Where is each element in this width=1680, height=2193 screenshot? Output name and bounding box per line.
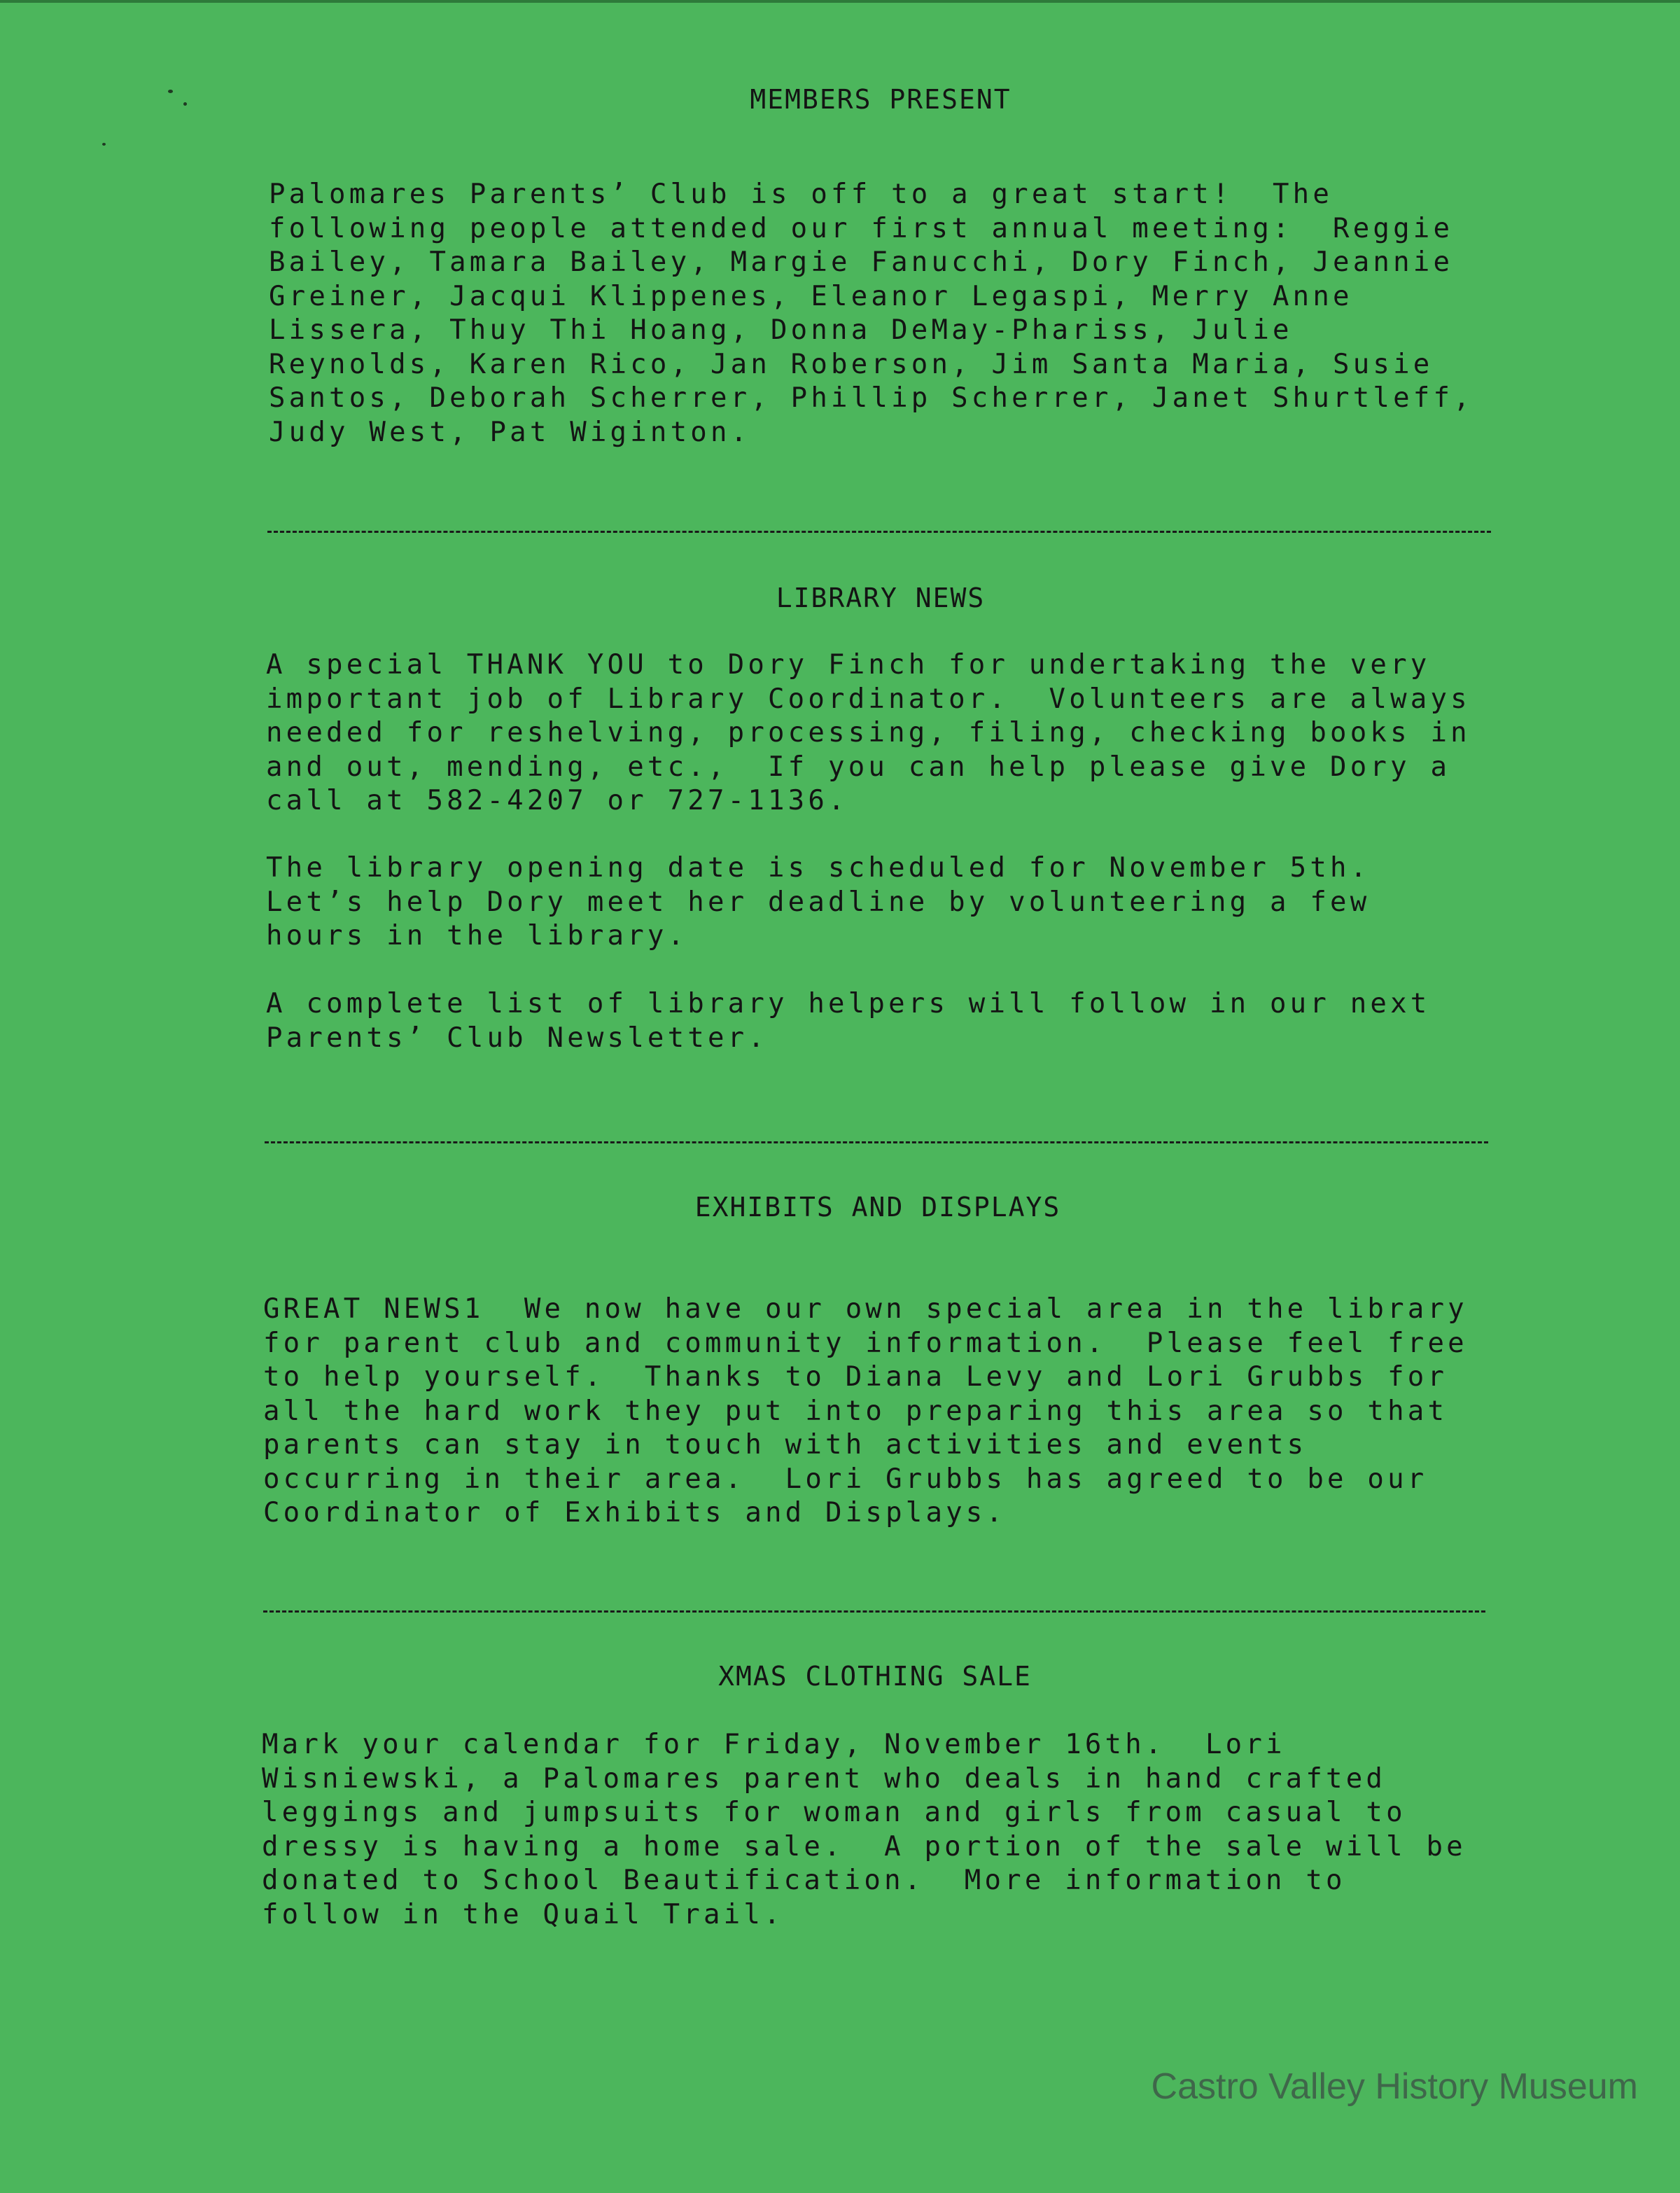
scan-speck — [102, 143, 106, 146]
library-paragraph-1: A special THANK YOU to Dory Finch for undertaking the very important job of Library Coordinator. Volunteers are always needed for reshelving, processing, filing, checking books in and out, mending, etc., If you can help please give Dory a call at 582-4207 or 727-1136. — [266, 649, 1471, 816]
section-divider — [267, 531, 1491, 533]
page-top-edge — [0, 0, 1680, 3]
xmas-paragraph: Mark your calendar for Friday, November 16th. Lori Wisniewski, a Palomares parent who deals in hand crafted leggings and jumpsuits for woman and girls from casual to dressy is having a home sale. A portion of the sale will be donated to School Beautification. More information to follow in the Quail Trail. — [262, 1729, 1466, 1930]
section-divider — [263, 1610, 1485, 1613]
museum-watermark: Castro Valley History Museum — [1151, 2066, 1638, 2107]
section-heading-members-present: MEMBERS PRESENT — [750, 84, 1011, 115]
section-divider — [265, 1141, 1488, 1143]
library-paragraph-2: The library opening date is scheduled for November 5th. Let’s help Dory meet her deadline by volunteering a few hours in the library. — [266, 852, 1371, 952]
members-paragraph: Palomares Parents’ Club is off to a great start! The following people attended our first annual meeting: Reggie Bailey, Tamara Bailey, Margie Fanucchi, Dory Finch, Jeannie Greiner, Jacqui Klippenes, Eleanor Legaspi, Merry Anne Lissera, Thuy Thi Hoang, Donna DeMay-Phariss, Julie Reynolds, Karen Rico, Jan Roberson, Jim Santa Maria, Susie Santos, Deborah Scherrer, Phillip Scherrer, Janet Shurtleff, Judy West, Pat Wiginton. — [269, 179, 1474, 448]
section-heading-library-news: LIBRARY NEWS — [776, 583, 986, 613]
section-heading-xmas-clothing-sale: XMAS CLOTHING SALE — [718, 1661, 1032, 1692]
library-paragraph-3: A complete list of library helpers will follow in our next Parents’ Club Newsletter. — [266, 988, 1431, 1054]
exhibits-paragraph: GREAT NEWS1 We now have our own special area in the library for parent club and community information. Please feel free to help yourself. Thanks to Diana Levy and Lori Grubbs for all the hard work they put into preparing this area so that parents can stay in touch with activities and events occurring in their area. Lori Grubbs has agreed to be our Coordinator of Exhibits and Displays. — [263, 1293, 1468, 1529]
section-heading-exhibits-and-displays: EXHIBITS AND DISPLAYS — [694, 1192, 1061, 1223]
